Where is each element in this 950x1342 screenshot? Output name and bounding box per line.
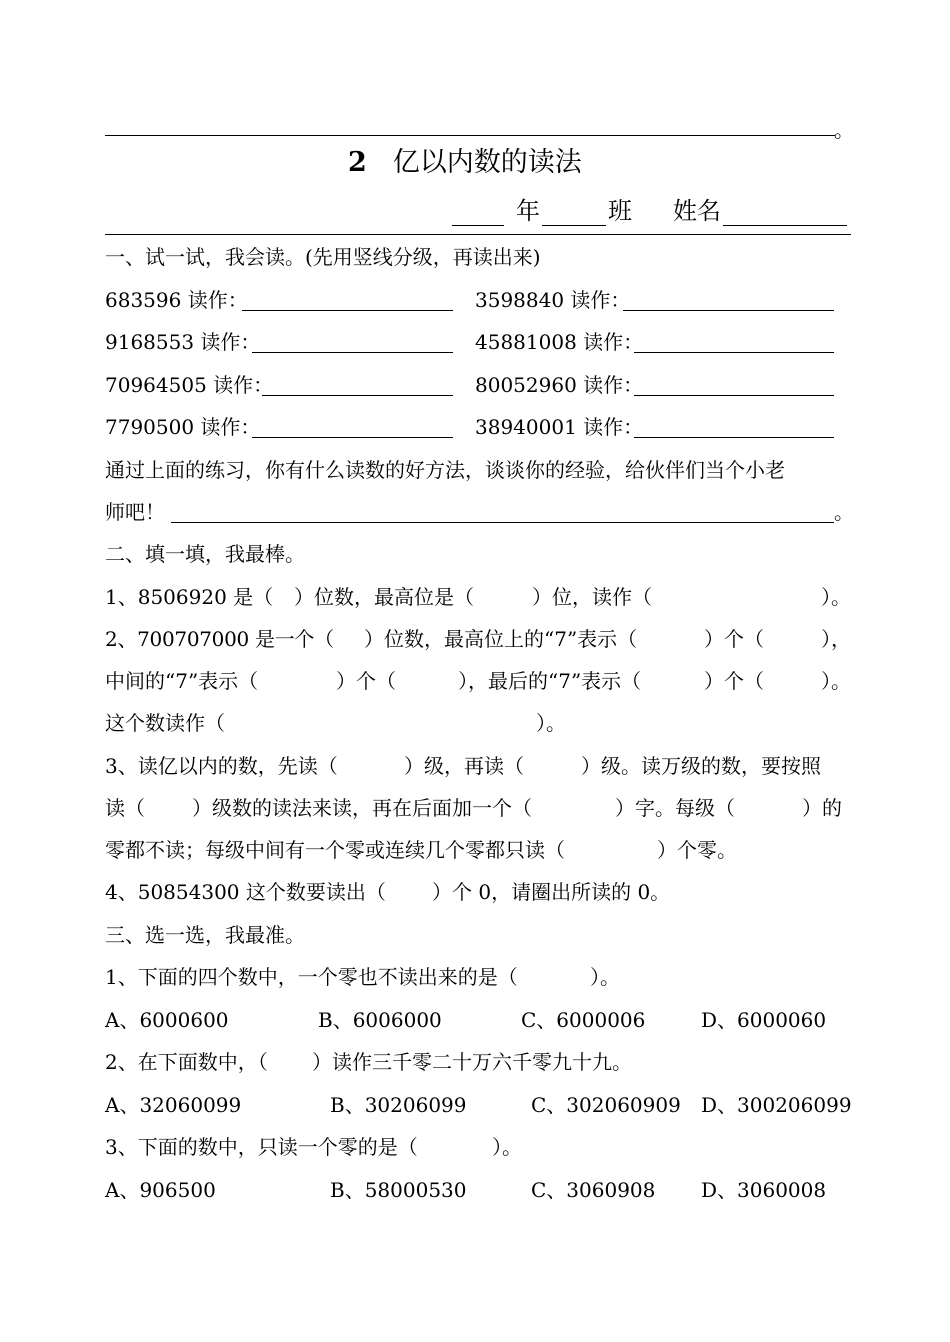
choice-q1-stem: 1、下面的四个数中，一个零也不读出来的是（ xyxy=(105,965,518,989)
q3-part: ）字。每级（ xyxy=(615,796,735,820)
q3-part: ）级数的读法来读，再在后面加一个（ xyxy=(192,796,532,820)
reflection-prompt-line1: 通过上面的练习，你有什么读数的好方法，谈谈你的经验，给伙伴们当个小老 xyxy=(105,458,785,482)
q2-part: ）个（ xyxy=(704,627,764,651)
read-answer-line[interactable] xyxy=(252,437,453,438)
q3-part: 3、读亿以内的数，先读（ xyxy=(105,754,338,778)
choice-option[interactable]: C、302060909 xyxy=(531,1093,681,1117)
choice-option[interactable]: A、906500 xyxy=(105,1178,216,1202)
name-blank[interactable] xyxy=(723,225,847,226)
q1-part: ）。 xyxy=(821,585,851,609)
name-label: 姓名 xyxy=(673,197,721,225)
q2-part: ）个（ xyxy=(704,669,764,693)
read-item-label: 70964505 读作： xyxy=(105,373,274,397)
grade-blank[interactable] xyxy=(452,225,504,226)
q1-part: 1、8506920 是（ xyxy=(105,585,274,609)
read-answer-line[interactable] xyxy=(242,310,453,311)
read-answer-line[interactable] xyxy=(634,395,834,396)
read-item-label: 45881008 读作： xyxy=(475,330,644,354)
q1-part: ）位，读作（ xyxy=(532,585,652,609)
reflection-period: 。 xyxy=(834,500,854,524)
top-period: 。 xyxy=(834,118,854,142)
q2-part: ）。 xyxy=(821,669,851,693)
read-item-label: 38940001 读作： xyxy=(475,415,644,439)
q2-part: ）。 xyxy=(536,711,566,735)
choice-q2-stem: 2、在下面数中，（ xyxy=(105,1050,268,1074)
title-number: 2 xyxy=(348,147,367,178)
q2-part: ）位数，最高位上的“7”表示（ xyxy=(364,627,638,651)
q2-part: 这个数读作（ xyxy=(105,711,225,735)
q3-part: ）级。读万级的数，要按照 xyxy=(581,754,821,778)
choice-option[interactable]: D、300206099 xyxy=(701,1093,852,1117)
read-answer-line[interactable] xyxy=(623,310,834,311)
read-item-label: 7790500 读作： xyxy=(105,415,261,439)
read-item-label: 683596 读作： xyxy=(105,288,248,312)
class-blank[interactable] xyxy=(542,225,606,226)
read-answer-line[interactable] xyxy=(634,352,834,353)
choice-q3-stem: 3、下面的数中，只读一个零的是（ xyxy=(105,1135,418,1159)
read-item-label: 80052960 读作： xyxy=(475,373,644,397)
q2-part: ）， xyxy=(821,627,851,651)
section2-heading: 二、填一填，我最棒。 xyxy=(105,542,305,566)
q2-part: 中间的“7”表示（ xyxy=(105,669,259,693)
read-item-label: 9168553 读作： xyxy=(105,330,261,354)
q4-part: 4、50854300 这个数要读出（ xyxy=(105,880,386,904)
q3-part: 零都不读；每级中间有一个零或连续几个零都只读（ xyxy=(105,838,565,862)
choice-option[interactable]: B、6006000 xyxy=(318,1008,442,1032)
q2-part: ），最后的“7”表示（ xyxy=(458,669,642,693)
read-answer-line[interactable] xyxy=(252,352,453,353)
reflection-answer-line[interactable] xyxy=(171,522,834,523)
choice-option[interactable]: B、30206099 xyxy=(330,1093,467,1117)
q1-part: ）位数，最高位是（ xyxy=(294,585,474,609)
choice-option[interactable]: A、32060099 xyxy=(105,1093,242,1117)
choice-option[interactable]: B、58000530 xyxy=(330,1178,467,1202)
q3-part: 读（ xyxy=(105,796,145,820)
q2-part: 2、700707000 是一个（ xyxy=(105,627,334,651)
choice-q3-stem: ）。 xyxy=(492,1135,522,1159)
choice-q1-stem: ）。 xyxy=(590,965,620,989)
q2-part: ）个（ xyxy=(336,669,396,693)
choice-option[interactable]: C、6000006 xyxy=(521,1008,646,1032)
title-text: 亿以内数的读法 xyxy=(392,147,582,178)
top-rule xyxy=(105,135,835,136)
read-item-label: 3598840 读作： xyxy=(475,288,631,312)
choice-q2-stem: ）读作三千零二十万六千零九十九。 xyxy=(312,1050,632,1074)
reflection-prompt-line2: 师吧！ xyxy=(105,500,165,524)
choice-option[interactable]: D、3060008 xyxy=(701,1178,827,1202)
section3-heading: 三、选一选，我最准。 xyxy=(105,923,305,947)
q3-part: ）个零。 xyxy=(657,838,737,862)
read-answer-line[interactable] xyxy=(262,395,453,396)
header-rule xyxy=(105,234,851,235)
grade-label: 年 xyxy=(516,197,540,225)
page-title xyxy=(348,146,582,180)
q4-part: ）个 0，请圈出所读的 0。 xyxy=(432,880,671,904)
choice-option[interactable]: C、3060908 xyxy=(531,1178,656,1202)
read-answer-line[interactable] xyxy=(634,437,834,438)
class-label: 班 xyxy=(608,197,632,225)
q3-part: ）级，再读（ xyxy=(404,754,524,778)
q3-part: ）的 xyxy=(802,796,842,820)
section1-heading: 一、试一试，我会读。(先用竖线分级，再读出来) xyxy=(105,245,541,269)
choice-option[interactable]: A、6000600 xyxy=(105,1008,229,1032)
choice-option[interactable]: D、6000060 xyxy=(701,1008,827,1032)
